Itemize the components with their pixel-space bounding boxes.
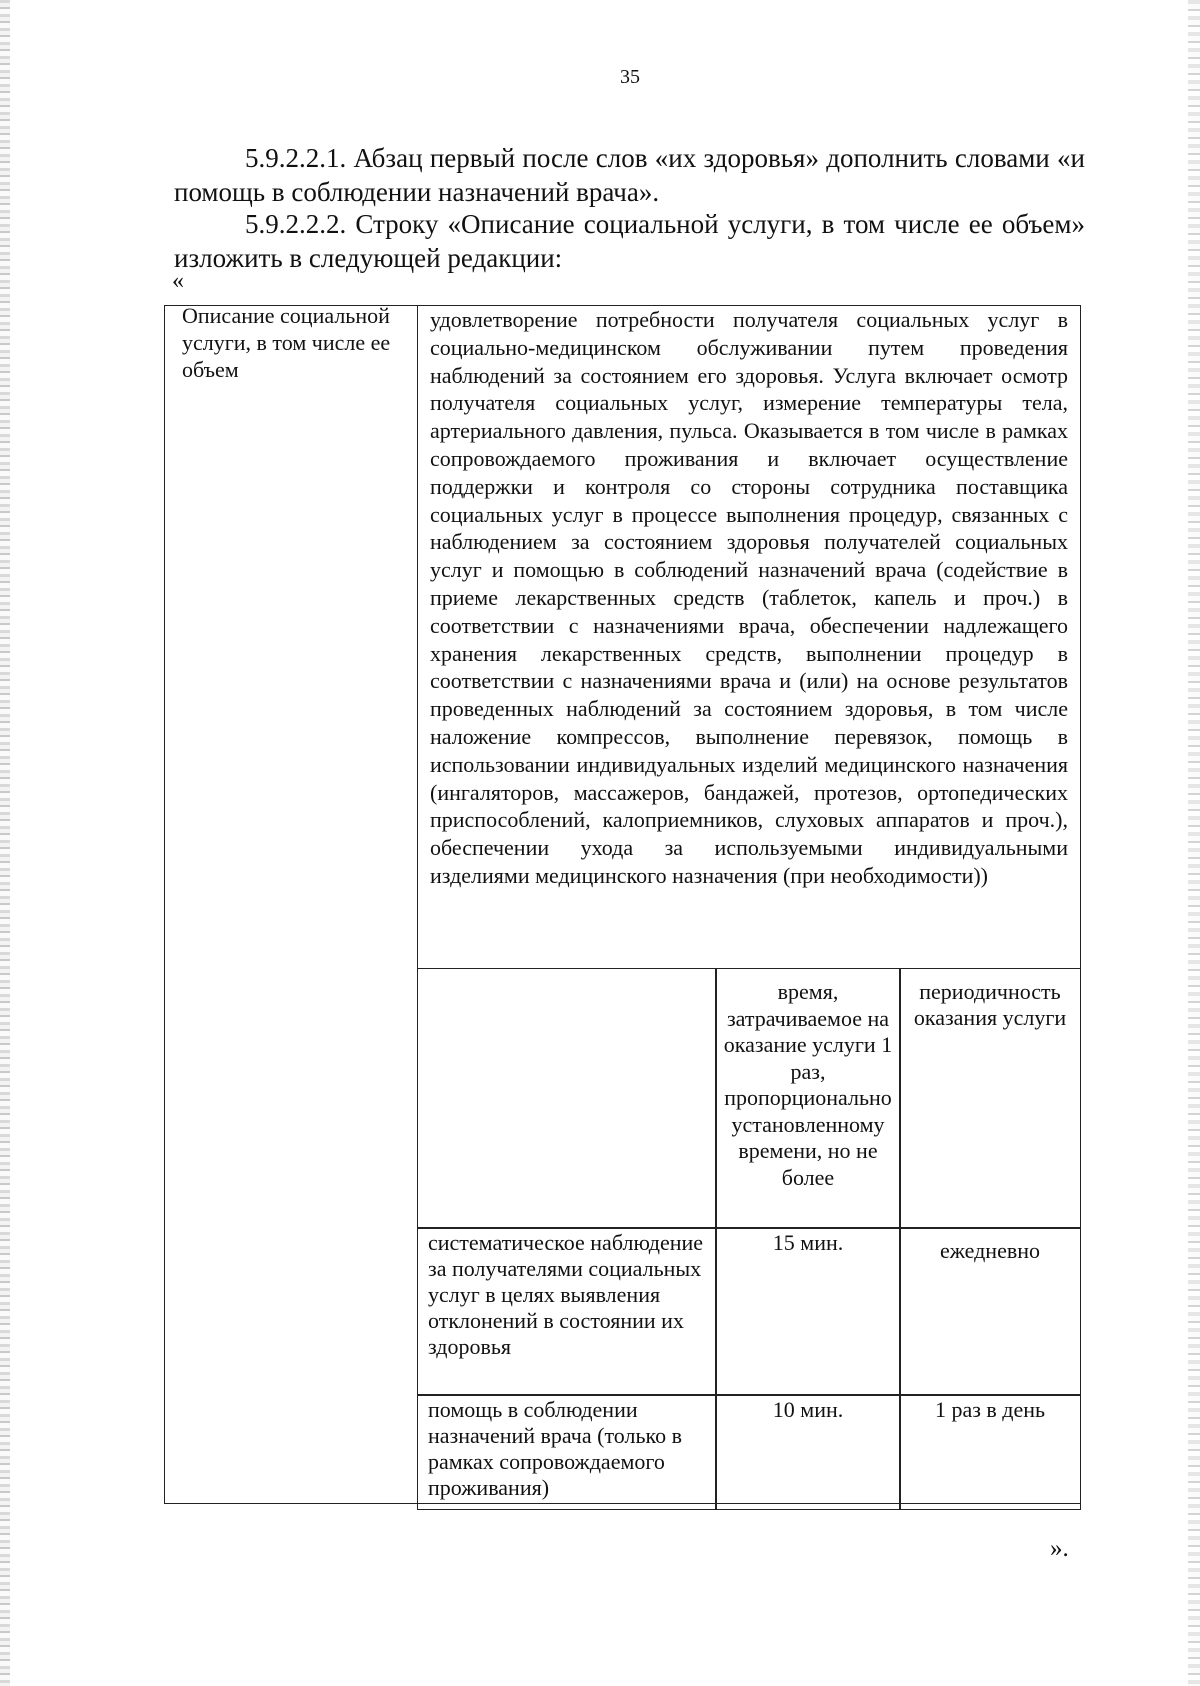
sub-row-2-frequency: 1 раз в день (899, 1394, 1081, 1510)
service-description-text: удовлетворение потребности получателя социальных услуг в социально-медицинском обслуживании путем проведения наблюдений за состоянием его здоровья. Услуга включает осмотр получателя социальных услуг, измерение температуры тела, артериального давления, пульса. Оказывается в том числе в рамках сопровождаемого проживания и включает осуществление поддержки и контроля со стороны сотрудника поставщика социальных услуг в процессе выполнения процедур, связанных с наблюдением за состоянием здоровья получателей социальных услуг и помощью в соблюдений назначений врача (содействие в приеме лекарственных средств (таблеток, капель и проч.) в соответствии с назначениями врача, обеспечении надлежащего хранения лекарственных средств, выполнении процедур в соответствии с назначениями врача и (или) на основе результатов проведенных наблюдений за состоянием здоровья, в том числе наложение компрессов, выполнение перевязок, помощь в использовании индивидуальных изделий медицинского назначения (ингаляторов, массажеров, бандажей, протезов, ортопедических приспособлений, калоприемников, слуховых аппаратов и проч.), обеспечении ухода за используемыми индивидуальными изделиями медицинского назначения (при необходимости)) (430, 307, 1068, 888)
sub-header-time: время, затрачиваемое на оказание услуги 1 раз, пропорционально установленному времени, но не более (715, 968, 901, 1229)
sub-header-activity (417, 968, 717, 1229)
amendment-paragraph-1: 5.9.2.2.1. Абзац первый после слов «их здоровья» дополнить словами «и помощь в соблюдении назначений врача». (174, 143, 1085, 207)
sub-row-1-frequency: ежедневно (899, 1227, 1081, 1396)
sub-row-2-time: 10 мин. (715, 1394, 901, 1510)
scan-edge-right (1188, 0, 1200, 1686)
scan-edge-left (0, 0, 10, 1686)
closing-quote: ». (1050, 1535, 1069, 1562)
opening-quote: « (172, 268, 184, 294)
amendment-paragraph-2: 5.9.2.2.2. Строку «Описание социальной услуги, в том числе ее объем» изложить в следующей редакции: (174, 209, 1085, 273)
sub-row-2-activity: помощь в соблюдении назначений врача (только в рамках сопровождаемого проживания) (417, 1394, 717, 1510)
sub-row-1-activity: систематическое наблюдение за получателями социальных услуг в целях выявления отклонений в состоянии их здоровья (417, 1227, 717, 1396)
sub-header-frequency: периодичность оказания услуги (899, 968, 1081, 1229)
sub-row-1-time: 15 мин. (715, 1227, 901, 1396)
page-number: 35 (620, 66, 640, 88)
table-row-label: Описание социальной услуги, в том числе ее объем (182, 303, 391, 382)
